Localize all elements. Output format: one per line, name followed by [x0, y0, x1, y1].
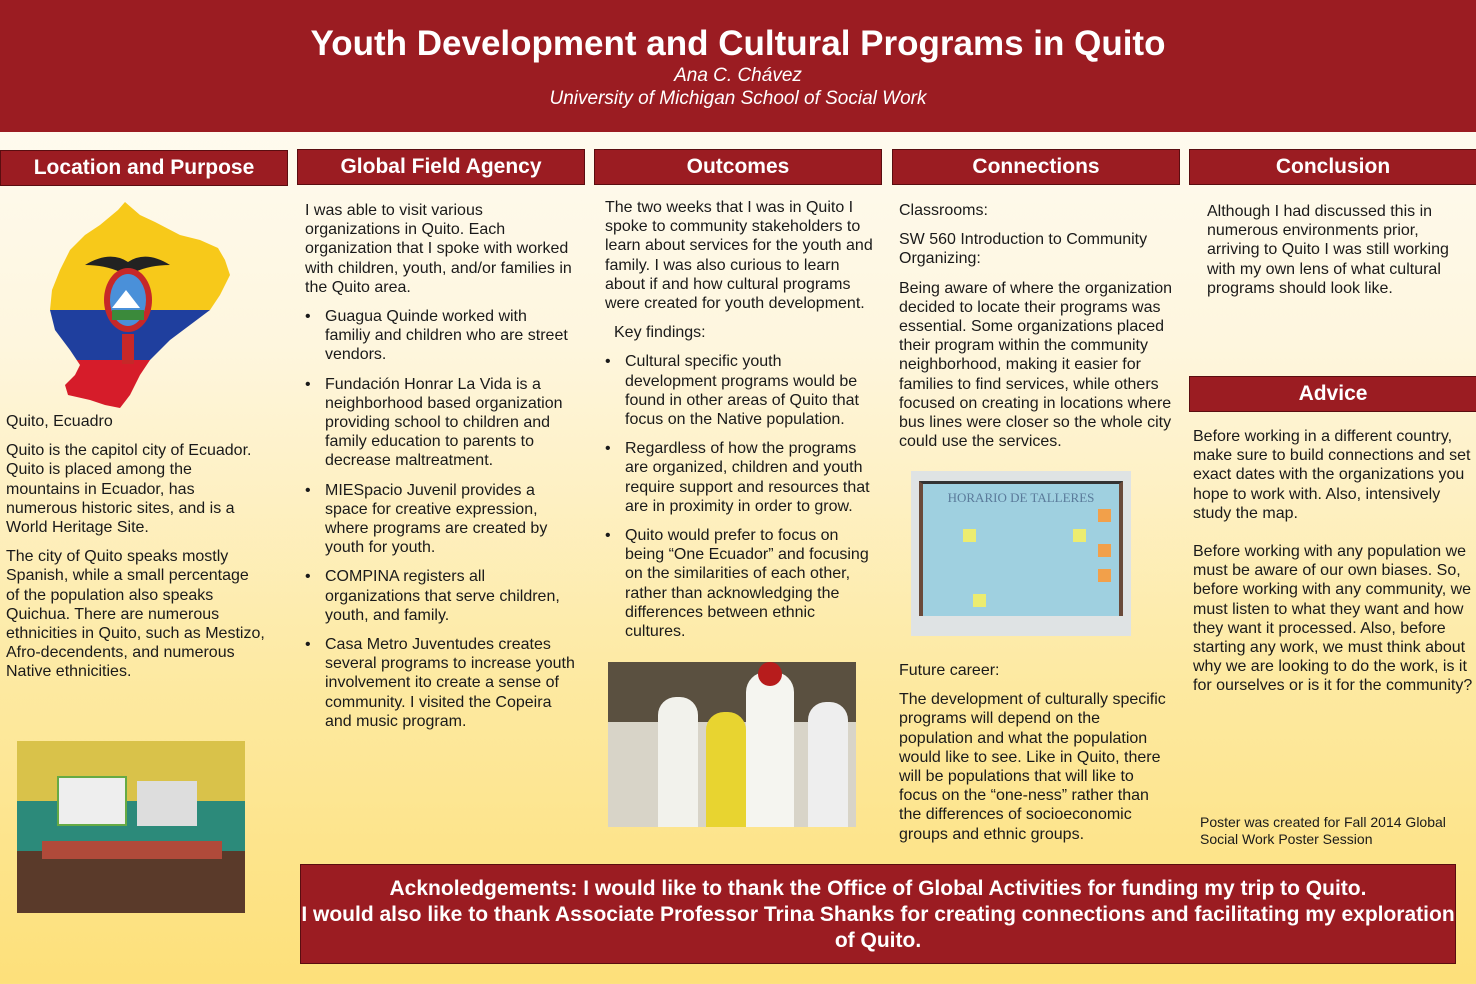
agency-item: • Fundación Honrar La Vida is a neighborhood based organization providing school to children and family education to parents to decrease maltreatment. [305, 375, 575, 471]
poster-header [0, 0, 1476, 132]
course-text: Being aware of where the organization decided to locate their programs was essential. Some organizations placed their program within the community neighborhood, making it easier for families to find services, while others focused on creating in locations where bus lines were closer so the whole city could use the services. [899, 279, 1173, 451]
agency-intro: I was able to visit various organizations in Quito. Each organization that I spoke with worked with children, youth, and/or families in the Quito area. [305, 202, 572, 296]
course-label: SW 560 Introduction to Community Organizing: [899, 231, 1148, 268]
section-header-conclusion: Conclusion [1189, 149, 1476, 185]
career-label: Future career: [899, 662, 1000, 679]
section-header-location: Location and Purpose [0, 150, 288, 186]
author: Ana C. Chávez [674, 65, 802, 86]
classrooms-label: Classrooms: [899, 202, 988, 219]
affiliation: University of Michigan School of Social Work [549, 88, 927, 109]
agency-item: • Guagua Quinde worked with familiy and children who are street vendors. [305, 307, 575, 365]
outcomes-intro: The two weeks that I was in Quito I spoke to community stakeholders to learn about services for the youth and family. I was also curious to learn about if and how cultural programs were created for youth development. [605, 199, 873, 313]
poster-session-note: Poster was created for Fall 2014 Global Social Work Poster Session [1200, 814, 1446, 847]
location-paragraph: The city of Quito speaks mostly Spanish, while a small percentage of the population also speaks Quichua. There are numerous ethnicities in Quito, such as Mestizo, Afro-decendents, and numerous Native ethnicities. [6, 548, 265, 681]
location-caption: Quito, Ecuadro [6, 413, 113, 430]
board-title: HORARIO DE TALLERES [947, 490, 1095, 505]
schedule-board-photo [911, 471, 1131, 636]
poster-title: Youth Development and Cultural Programs in Quito [310, 24, 1166, 63]
section-header-connections: Connections [892, 149, 1180, 185]
section-header-agency: Global Field Agency [297, 149, 585, 185]
classroom-photo [17, 741, 245, 913]
section-header-advice: Advice [1189, 376, 1476, 412]
acknowledgements-box [300, 864, 1456, 964]
capoeira-photo [608, 662, 856, 827]
acknowledgement-line: Acknoledgements: I would like to thank the Office of Global Activities for funding my trip to Quito. [389, 877, 1367, 900]
ecuador-flag-map [40, 200, 240, 410]
location-paragraph: Quito is the capitol city of Ecuador. Quito is placed among the mountains in Ecuador, has numerous historic sites, and is a World Heritage Site. [6, 442, 252, 537]
agency-item: • Casa Metro Juventudes creates several programs to increase youth involvement ito create a sense of community. I visited the Copeira and music program. [305, 635, 575, 731]
career-text: The development of culturally specific programs will depend on the population and what the population would like to see. Like in Quito, there will be populations that will like to focus on the “one-ness” rather than the differences of socioeconomic groups and ethnic groups. [899, 691, 1166, 843]
findings-label: Key findings: [614, 324, 706, 342]
finding-item: • Regardless of how the programs are organized, children and youth require support and resources that are in proximity in order to grow. [605, 439, 877, 516]
agency-item: • COMPINA registers all organizations that serve children, youth, and family. [305, 567, 575, 625]
agency-list [305, 307, 575, 731]
conclusion-text: Although I had discussed this in numerous environments prior, arriving to Quito I was still working with my own lens of what cultural programs should look like. [1207, 203, 1449, 297]
finding-item: • Quito would prefer to focus on being “One Ecuador” and focusing on the similarities of each other, rather than acknowledging the differences between ethnic cultures. [605, 526, 877, 641]
section-header-outcomes: Outcomes [594, 149, 882, 185]
acknowledgement-line: I would also like to thank Associate Professor Trina Shanks for creating connections and facilitating my exploration of Quito. [301, 903, 1455, 952]
finding-item: • Cultural specific youth development programs would be found in other areas of Quito that focus on the Native population. [605, 352, 877, 429]
advice-paragraph: Before working with any population we must be aware of our own biases. So, before working with any community, we must listen to what they want and how they want it processed. Also, before starting any work, we must think about why we are looking to do the work, is it for ourselves or is it for the community? [1193, 543, 1473, 695]
advice-paragraph: Before working in a different country, make sure to build connections and set exact dates with the organizations you hope to work with. Also, intensively study the map. [1193, 428, 1471, 522]
findings-list [605, 352, 877, 641]
agency-item: • MIESpacio Juvenil provides a space for creative expression, where programs are created by youth for youth. [305, 481, 575, 558]
